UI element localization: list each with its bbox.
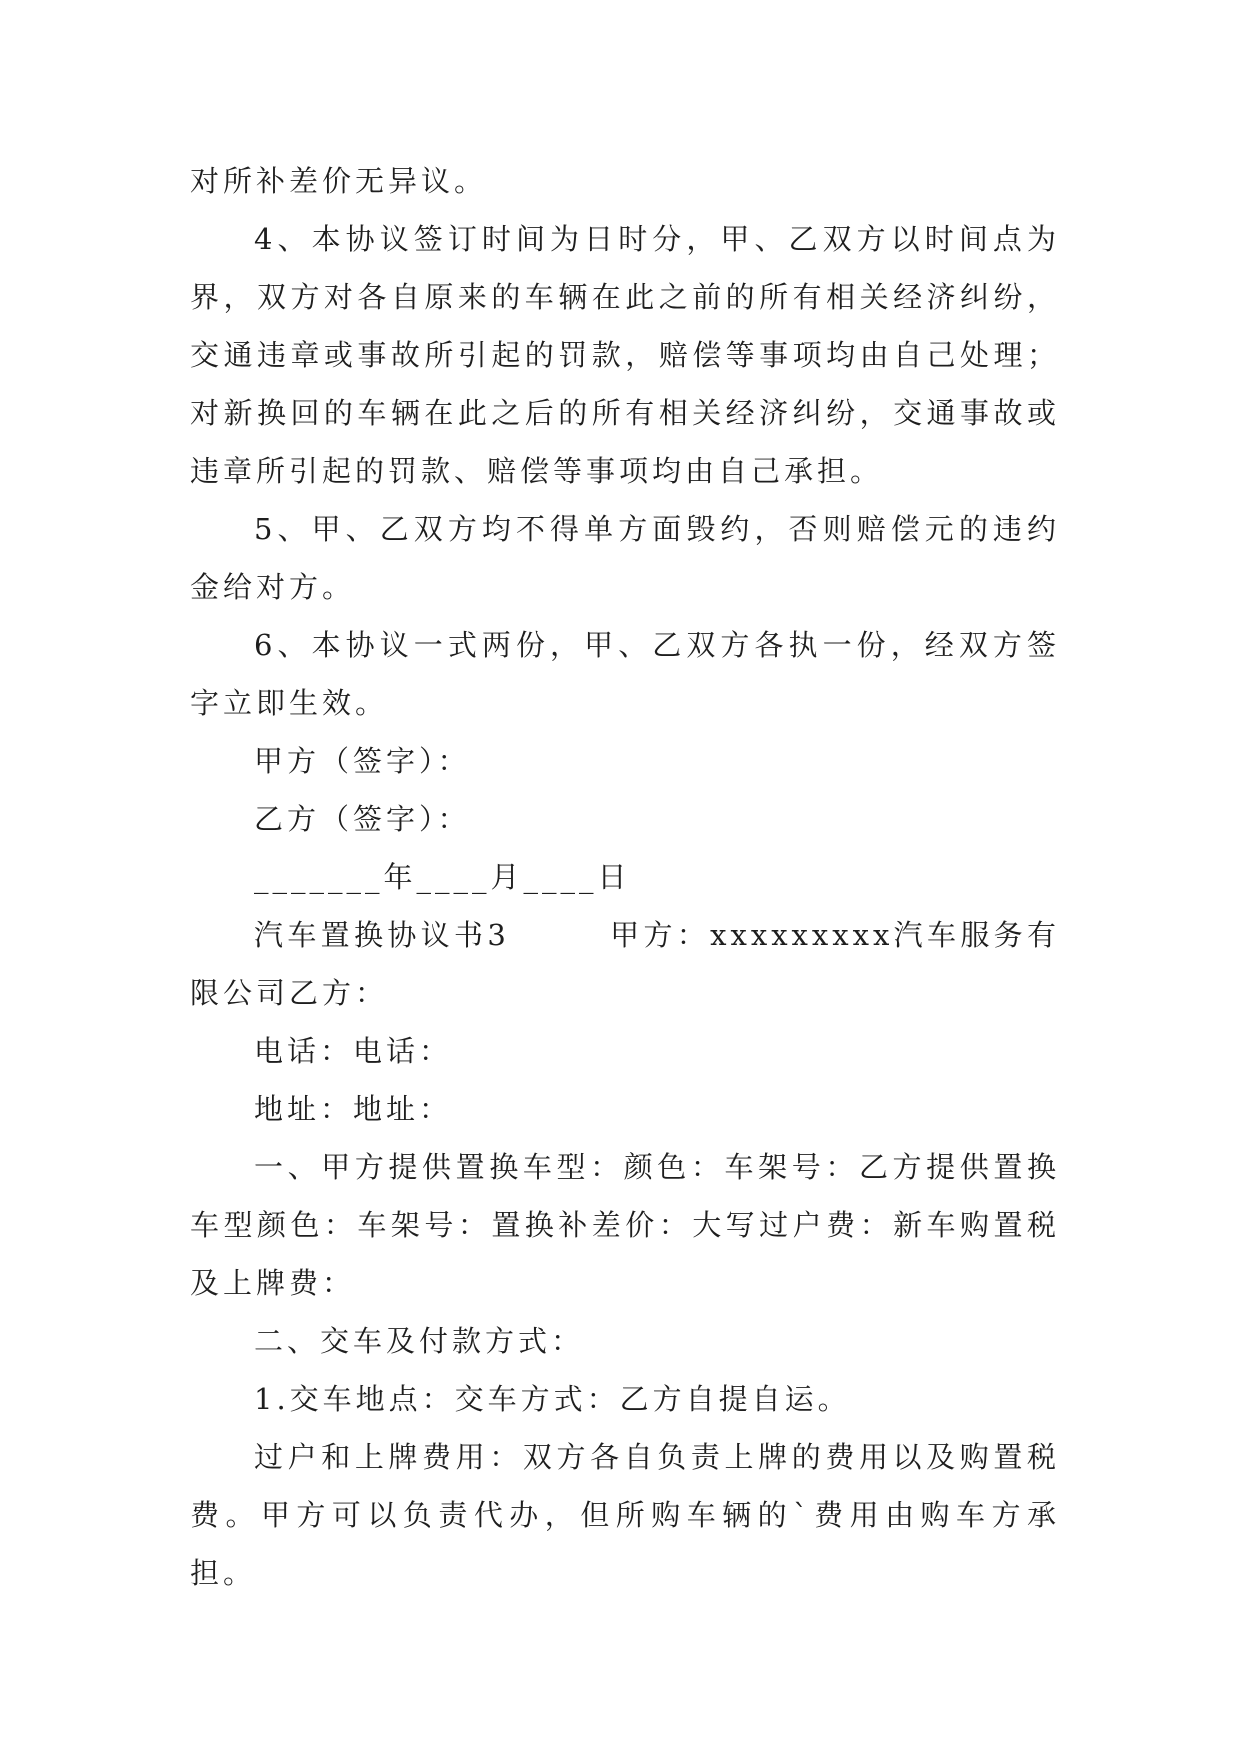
paragraph-clause-6: 6、本协议一式两份，甲、乙双方各执一份，经双方签字立即生效。 (190, 628, 1060, 720)
document-body (190, 152, 1060, 1602)
agreement-3-heading: 汽车置换协议书3 甲方：xxxxxxxxx汽车服务有限公司乙方： (190, 918, 1060, 1010)
section-vehicle-info: 一、甲方提供置换车型：颜色：车架号：乙方提供置换车型颜色：车架号：置换补差价：大写过户费：新车购置税及上牌费： (190, 1150, 1060, 1300)
party-a-signature: 甲方（签字）： (254, 744, 471, 778)
party-b-signature: 乙方（签字）： (254, 802, 471, 836)
paragraph-continuation: 对所补差价无异议。 (190, 164, 488, 198)
delivery-location: 1.交车地点：交车方式：乙方自提自运。 (254, 1382, 851, 1416)
section-delivery-payment: 二、交车及付款方式： (254, 1324, 585, 1358)
address-line: 地址：地址： (254, 1092, 453, 1126)
paragraph-clause-5: 5、甲、乙双方均不得单方面毁约，否则赔偿元的违约金给对方。 (190, 512, 1060, 604)
date-line: _______年____月____日 (254, 860, 631, 894)
transfer-fees: 过户和上牌费用：双方各自负责上牌的费用以及购置税费。甲方可以负责代办，但所购车辆的`费用由购车方承担。 (190, 1440, 1060, 1590)
paragraph-clause-4: 4、本协议签订时间为日时分，甲、乙双方以时间点为界，双方对各自原来的车辆在此之前的所有相关经济纠纷，交通违章或事故所引起的罚款，赔偿等事项均由自己处理；对新换回的车辆在此之后的所有相关经济纠纷，交通事故或违章所引起的罚款、赔偿等事项均由自己承担。 (190, 222, 1060, 488)
phone-line: 电话：电话： (254, 1034, 453, 1068)
